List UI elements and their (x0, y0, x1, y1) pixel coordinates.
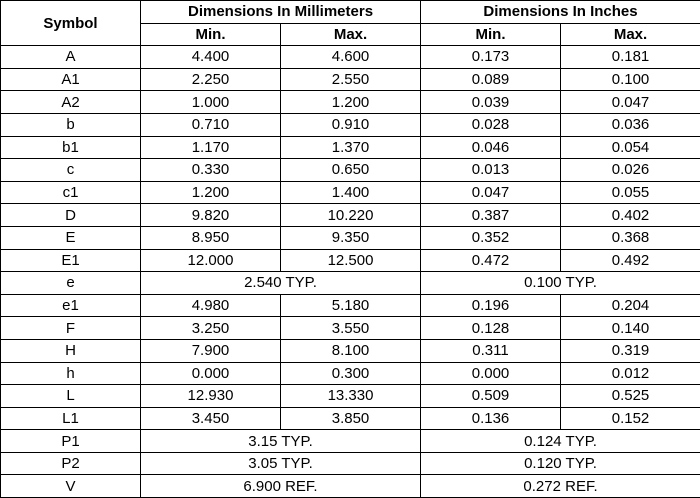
in-max-cell: 0.181 (561, 46, 700, 69)
table-row (1, 159, 700, 182)
in-max-cell: 0.012 (561, 362, 700, 385)
mm-max-cell: 1.370 (281, 136, 421, 159)
inches-group-header: Dimensions In Inches (421, 1, 700, 24)
symbol-cell: V (1, 475, 141, 498)
symbol-cell: A1 (1, 68, 141, 91)
mm-min-cell: 7.900 (141, 339, 281, 362)
in-max-cell: 0.036 (561, 113, 700, 136)
table-row (1, 407, 700, 430)
in-min-cell: 0.472 (421, 249, 561, 272)
in-max-cell: 0.319 (561, 339, 700, 362)
mm-typical-cell: 3.15 TYP. (141, 430, 421, 453)
header-row-groups (1, 1, 700, 24)
mm-typical-cell: 3.05 TYP. (141, 452, 421, 475)
symbol-cell: c (1, 159, 141, 182)
in-min-header: Min. (421, 23, 561, 46)
symbol-cell: P2 (1, 452, 141, 475)
table-header (1, 1, 700, 46)
mm-min-cell: 8.950 (141, 226, 281, 249)
mm-typical-cell: 6.900 REF. (141, 475, 421, 498)
in-max-cell: 0.026 (561, 159, 700, 182)
symbol-cell: e1 (1, 294, 141, 317)
symbol-cell: L (1, 385, 141, 408)
mm-min-cell: 1.000 (141, 91, 281, 114)
table-row (1, 249, 700, 272)
mm-max-header: Max. (281, 23, 421, 46)
in-min-cell: 0.196 (421, 294, 561, 317)
in-min-cell: 0.046 (421, 136, 561, 159)
table-row (1, 452, 700, 475)
mm-min-cell: 3.450 (141, 407, 281, 430)
mm-max-cell: 3.550 (281, 317, 421, 340)
in-min-cell: 0.039 (421, 91, 561, 114)
in-typical-cell: 0.272 REF. (421, 475, 700, 498)
in-max-cell: 0.492 (561, 249, 700, 272)
in-max-cell: 0.047 (561, 91, 700, 114)
table-row (1, 317, 700, 340)
mm-max-cell: 8.100 (281, 339, 421, 362)
table-row (1, 475, 700, 498)
table-row (1, 226, 700, 249)
in-max-cell: 0.152 (561, 407, 700, 430)
mm-max-cell: 0.650 (281, 159, 421, 182)
table-row (1, 181, 700, 204)
in-max-cell: 0.100 (561, 68, 700, 91)
in-min-cell: 0.173 (421, 46, 561, 69)
table-row (1, 362, 700, 385)
mm-max-cell: 0.910 (281, 113, 421, 136)
mm-min-cell: 1.200 (141, 181, 281, 204)
table-row (1, 430, 700, 453)
symbol-cell: F (1, 317, 141, 340)
mm-min-cell: 4.400 (141, 46, 281, 69)
in-min-cell: 0.311 (421, 339, 561, 362)
millimeters-group-header: Dimensions In Millimeters (141, 1, 421, 24)
in-max-cell: 0.140 (561, 317, 700, 340)
in-typical-cell: 0.124 TYP. (421, 430, 700, 453)
symbol-cell: H (1, 339, 141, 362)
mm-max-cell: 13.330 (281, 385, 421, 408)
mm-min-cell: 0.710 (141, 113, 281, 136)
mm-max-cell: 0.300 (281, 362, 421, 385)
mm-min-header: Min. (141, 23, 281, 46)
symbol-cell: b (1, 113, 141, 136)
mm-max-cell: 4.600 (281, 46, 421, 69)
mm-min-cell: 12.930 (141, 385, 281, 408)
in-min-cell: 0.509 (421, 385, 561, 408)
in-max-cell: 0.054 (561, 136, 700, 159)
in-min-cell: 0.352 (421, 226, 561, 249)
in-max-cell: 0.055 (561, 181, 700, 204)
table-row (1, 204, 700, 227)
mm-min-cell: 1.170 (141, 136, 281, 159)
table-row (1, 272, 700, 295)
mm-min-cell: 0.000 (141, 362, 281, 385)
in-min-cell: 0.387 (421, 204, 561, 227)
symbol-cell: L1 (1, 407, 141, 430)
symbol-cell: b1 (1, 136, 141, 159)
symbol-cell: h (1, 362, 141, 385)
symbol-cell: P1 (1, 430, 141, 453)
in-typical-cell: 0.100 TYP. (421, 272, 700, 295)
in-min-cell: 0.047 (421, 181, 561, 204)
in-max-cell: 0.368 (561, 226, 700, 249)
mm-min-cell: 2.250 (141, 68, 281, 91)
table-body (1, 46, 700, 498)
in-min-cell: 0.013 (421, 159, 561, 182)
symbol-column-header: Symbol (1, 1, 141, 46)
mm-min-cell: 4.980 (141, 294, 281, 317)
mm-max-cell: 1.400 (281, 181, 421, 204)
table-row (1, 385, 700, 408)
in-min-cell: 0.089 (421, 68, 561, 91)
mm-min-cell: 3.250 (141, 317, 281, 340)
table-row (1, 113, 700, 136)
symbol-cell: A2 (1, 91, 141, 114)
in-max-cell: 0.402 (561, 204, 700, 227)
mm-min-cell: 9.820 (141, 204, 281, 227)
table-row (1, 68, 700, 91)
in-min-cell: 0.000 (421, 362, 561, 385)
mm-max-cell: 3.850 (281, 407, 421, 430)
mm-max-cell: 5.180 (281, 294, 421, 317)
in-min-cell: 0.128 (421, 317, 561, 340)
mm-min-cell: 12.000 (141, 249, 281, 272)
symbol-cell: c1 (1, 181, 141, 204)
in-min-cell: 0.136 (421, 407, 561, 430)
mm-max-cell: 9.350 (281, 226, 421, 249)
mm-max-cell: 12.500 (281, 249, 421, 272)
in-max-cell: 0.525 (561, 385, 700, 408)
mm-max-cell: 1.200 (281, 91, 421, 114)
in-max-cell: 0.204 (561, 294, 700, 317)
table-row (1, 91, 700, 114)
mm-min-cell: 0.330 (141, 159, 281, 182)
in-min-cell: 0.028 (421, 113, 561, 136)
symbol-cell: E1 (1, 249, 141, 272)
mm-max-cell: 2.550 (281, 68, 421, 91)
table-row (1, 339, 700, 362)
symbol-cell: E (1, 226, 141, 249)
table-row (1, 46, 700, 69)
in-max-header: Max. (561, 23, 700, 46)
in-typical-cell: 0.120 TYP. (421, 452, 700, 475)
symbol-cell: D (1, 204, 141, 227)
table-row (1, 294, 700, 317)
symbol-cell: A (1, 46, 141, 69)
mm-max-cell: 10.220 (281, 204, 421, 227)
symbol-cell: e (1, 272, 141, 295)
table-row (1, 136, 700, 159)
mm-typical-cell: 2.540 TYP. (141, 272, 421, 295)
